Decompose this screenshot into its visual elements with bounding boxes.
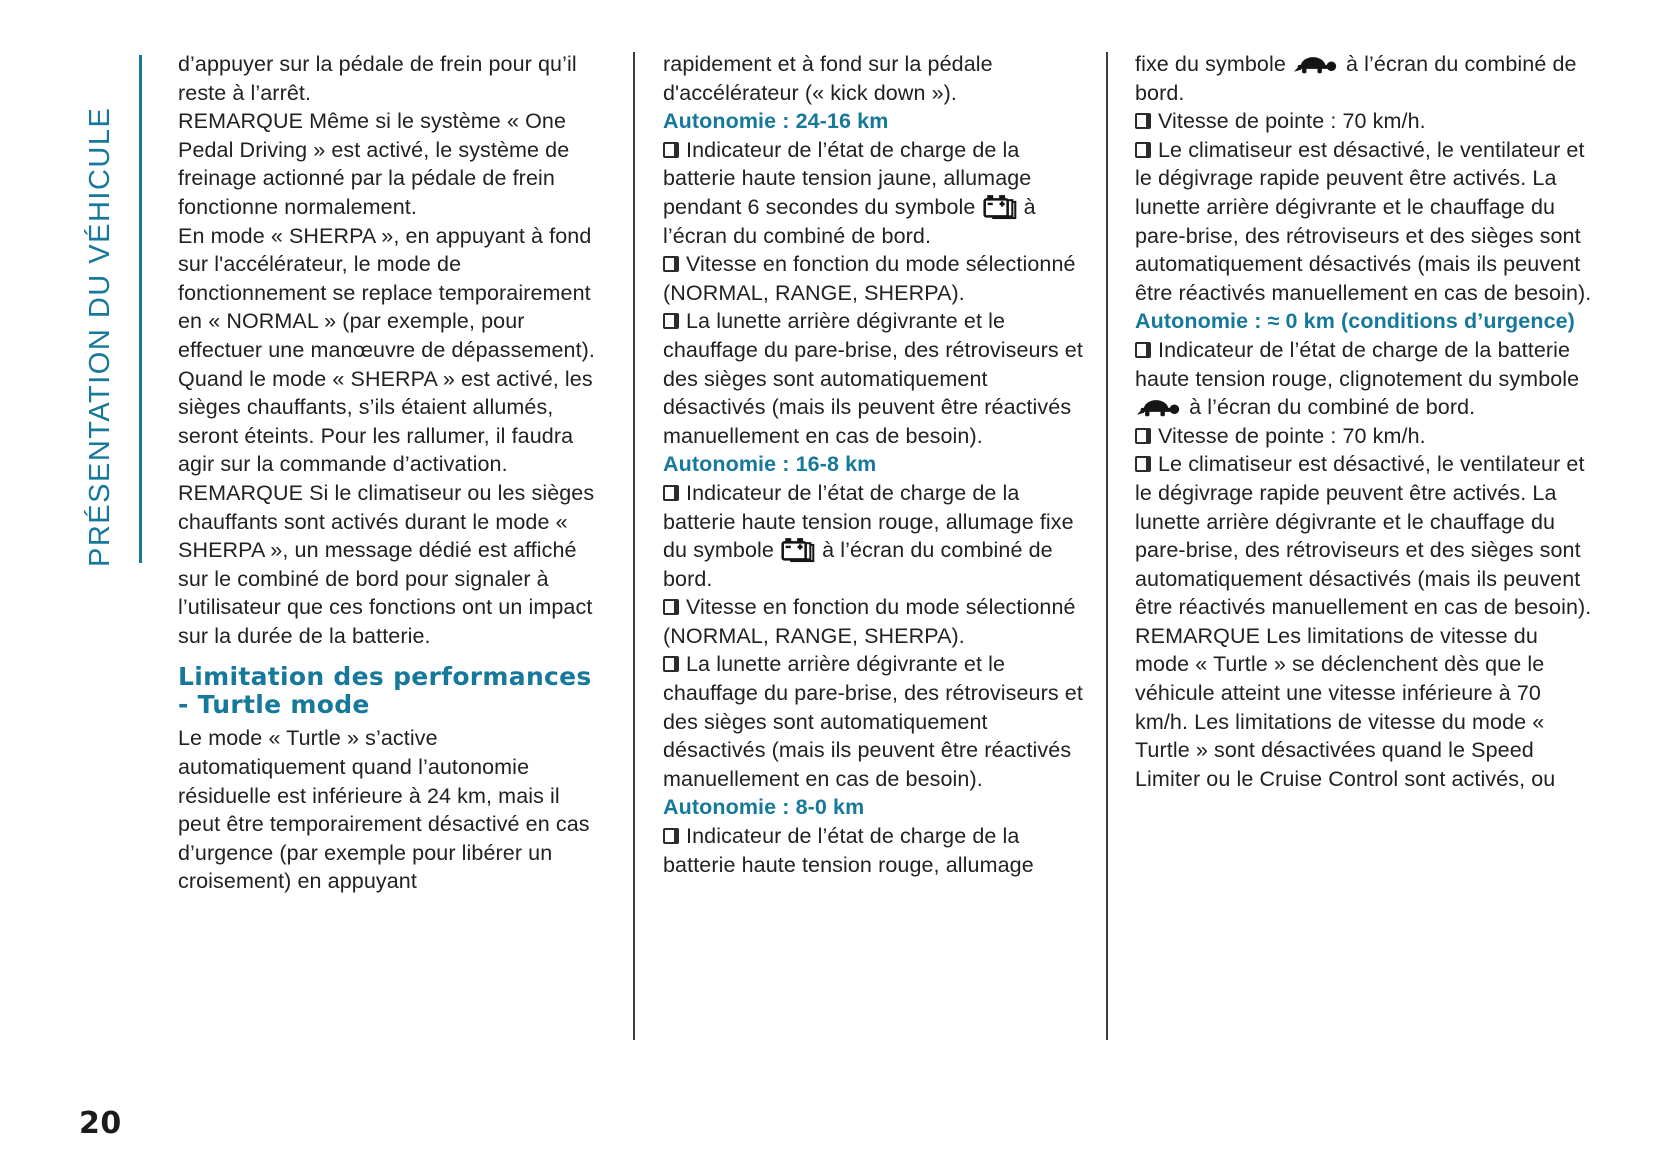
bullet-item: Vitesse en fonction du mode sélectionné (NORMAL, RANGE, SHERPA). <box>663 595 1076 648</box>
text-column-3 <box>1135 50 1593 793</box>
square-bullet-icon <box>1135 336 1158 365</box>
text-column-2 <box>663 50 1085 879</box>
square-bullet-icon <box>663 136 686 165</box>
square-bullet-icon <box>1135 107 1158 136</box>
chapter-sidebar-title: PRÉSENTATION DU VÉHICULE <box>84 106 116 567</box>
battery-stack-icon <box>780 536 816 565</box>
body-paragraph: REMARQUE Si le climatiseur ou les sièges chauffants sont activés durant le mode « SHERPA », un message dédié est affiché sur le combiné de bord pour signaler à l’utilisateur que ces fonctions ont un impact sur la durée de la batterie. <box>178 480 595 648</box>
bullet-item: La lunette arrière dégivrante et le chauffage du pare-brise, des rétroviseurs et des sièges sont automatiquement désactivés (mais ils peuvent être réactivés manuellement en cas de besoin). <box>663 309 1083 448</box>
square-bullet-icon <box>663 593 686 622</box>
page-number: 20 <box>79 1106 122 1141</box>
body-paragraph: REMARQUE Les limitations de vitesse du mode « Turtle » se déclenchent dès que le véhicule atteint une vitesse inférieure à 70 km/h. Les limitations de vitesse du mode « Turtle » sont désactivées quand le Speed Limiter ou le Cruise Control sont activés, ou <box>1135 623 1556 791</box>
autonomy-range-heading: Autonomie : 24-16 km <box>663 109 889 134</box>
square-bullet-icon <box>663 479 686 508</box>
column-divider <box>633 52 635 1040</box>
turtle-icon <box>1292 50 1340 79</box>
square-bullet-icon <box>663 250 686 279</box>
bullet-item: Indicateur de l’état de charge de la batterie haute tension jaune, allumage pendant 6 secondes du symbole à l’écran du combiné de bord. <box>663 137 1036 248</box>
sidebar-rule <box>139 55 142 563</box>
bullet-item: Indicateur de l’état de charge de la batterie haute tension rouge, allumage <box>663 824 1034 877</box>
square-bullet-icon <box>663 822 686 851</box>
square-bullet-icon <box>1135 422 1158 451</box>
body-paragraph: En mode « SHERPA », en appuyant à fond sur l'accélérateur, le mode de fonctionnement se replace temporairement en « NORMAL » (par exemple, pour effectuer une manœuvre de dépassement). <box>178 223 596 362</box>
bullet-item: Vitesse en fonction du mode sélectionné (NORMAL, RANGE, SHERPA). <box>663 252 1076 305</box>
bullet-item: Vitesse de pointe : 70 km/h. <box>1135 422 1593 451</box>
bullet-item: Vitesse de pointe : 70 km/h. <box>1135 107 1593 136</box>
body-paragraph: REMARQUE Même si le système « One Pedal Driving » est activé, le système de freinage actionné par la pédale de frein fonctionne normalement. <box>178 109 570 219</box>
section-title: Limitation des performances - Turtle mode <box>178 662 592 720</box>
battery-stack-icon <box>982 193 1018 222</box>
body-paragraph: fixe du symbole à l’écran du combiné de bord. <box>1135 52 1577 105</box>
autonomy-range-heading: Autonomie : 16-8 km <box>663 452 877 477</box>
bullet-item: Indicateur de l’état de charge de la batterie haute tension rouge, allumage fixe du symbole à l’écran du combiné de bord. <box>663 480 1074 591</box>
square-bullet-icon <box>663 307 686 336</box>
bullet-item: Le climatiseur est désactivé, le ventilateur et le dégivrage rapide peuvent être activés. La lunette arrière dégivrante et le chauffage du pare-brise, des rétroviseurs et des sièges sont automatiquement désactivés (mais ils peuvent être réactivés manuellement en cas de besoin). <box>1135 452 1592 620</box>
bullet-item: Indicateur de l’état de charge de la batterie haute tension rouge, clignotement du symbole à l’écran du combiné de bord. <box>1135 336 1593 422</box>
turtle-icon <box>1135 393 1183 422</box>
bullet-item: Le climatiseur est désactivé, le ventilateur et le dégivrage rapide peuvent être activés. La lunette arrière dégivrante et le chauffage du pare-brise, des rétroviseurs et des sièges sont automatiquement désactivés (mais ils peuvent être réactivés manuellement en cas de besoin). <box>1135 137 1592 305</box>
bullet-item: La lunette arrière dégivrante et le chauffage du pare-brise, des rétroviseurs et des sièges sont automatiquement désactivés (mais ils peuvent être réactivés manuellement en cas de besoin). <box>663 652 1083 791</box>
square-bullet-icon <box>663 650 686 679</box>
autonomy-range-heading: Autonomie : ≈ 0 km (conditions d’urgence) <box>1135 309 1575 334</box>
text-column-1 <box>178 50 600 896</box>
square-bullet-icon <box>1135 136 1158 165</box>
square-bullet-icon <box>1135 450 1158 479</box>
body-paragraph: Le mode « Turtle » s’active automatiquement quand l’autonomie résiduelle est inférieure à 24 km, mais il peut être temporairement désactivé en cas d’urgence (par exemple pour libérer un croisement) en appuyant <box>178 726 590 894</box>
autonomy-range-heading: Autonomie : 8-0 km <box>663 795 865 820</box>
column-divider <box>1106 52 1108 1040</box>
body-paragraph: Quand le mode « SHERPA » est activé, les sièges chauffants, s’ils étaient allumés, seront éteints. Pour les rallumer, il faudra agir sur la commande d’activation. <box>178 366 593 477</box>
body-paragraph: rapidement et à fond sur la pédale d'accélérateur (« kick down »). <box>663 52 993 105</box>
body-paragraph: d’appuyer sur la pédale de frein pour qu’il reste à l’arrêt. <box>178 52 577 105</box>
